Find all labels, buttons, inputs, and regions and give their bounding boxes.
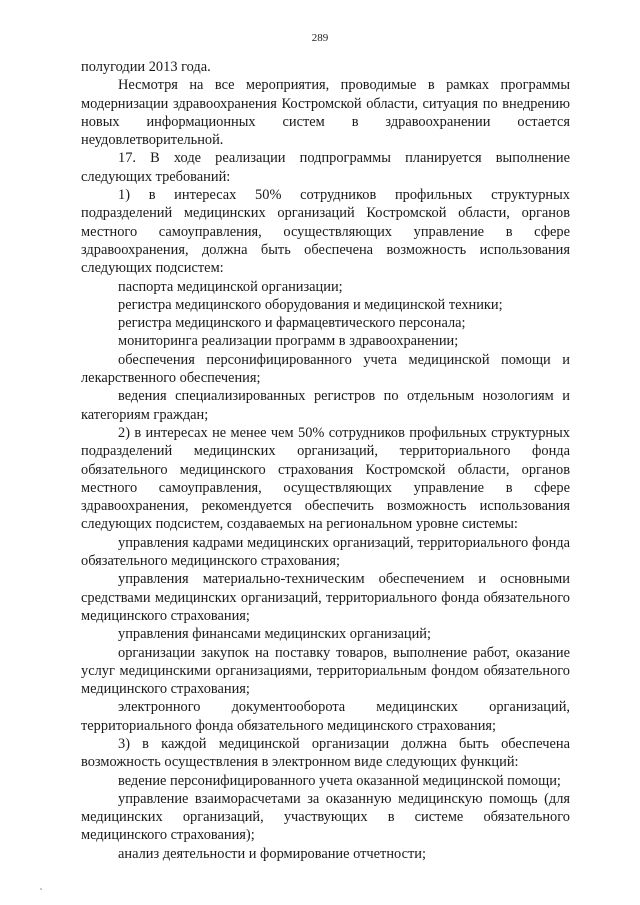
scan-speck	[40, 888, 42, 890]
body-text	[81, 58, 570, 863]
list-item: управление взаиморасчетами за оказанную медицинскую помощь (для медицинских организаций, участвующих в системе обязательного медицинского страхования);	[81, 790, 570, 844]
list-item: управления материально-техническим обеспечением и основными средствами медицинских организаций, территориального фонда обязательного медицинского страхования;	[81, 571, 570, 624]
list-item: электронного документооборота медицинских организаций, территориального фонда обязательного медицинского страхования;	[81, 699, 570, 734]
list-item: организации закупок на поставку товаров, выполнение работ, оказание услуг медицинскими организациями, территориальным фондом обязательного медицинского страхования;	[81, 644, 570, 698]
list-item: управления финансами медицинских организаций;	[118, 626, 432, 643]
page-number: 289	[311, 32, 329, 44]
list-item: анализ деятельности и формирование отчетности;	[118, 845, 426, 862]
list-item: ведения специализированных регистров по отдельным нозологиям и категориям граждан;	[81, 388, 570, 423]
list-item: 2) в интересах не менее чем 50% сотрудников профильных структурных подразделений медицинских организаций, территориального фонда обязательного медицинского страхования Костромской области, органов местного самоуправления, осуществляющих управление в сфере здравоохранения, рекомендуется обеспечить возможность использования следующих подсистем, создаваемых на региональном уровне системы:	[81, 424, 570, 533]
list-item: мониторинга реализации программ в здравоохранении;	[118, 333, 459, 350]
list-item: 3) в каждой медицинской организации должна быть обеспечена возможность осуществления в электронном виде следующих функций:	[81, 735, 570, 771]
paragraph: 17. В ходе реализации подпрограммы планируется выполнение следующих требований:	[81, 150, 570, 185]
list-item: управления кадрами медицинских организаций, территориального фонда обязательного медицинского страхования;	[81, 534, 570, 570]
paragraph: полугодии 2013 года.	[81, 59, 211, 75]
list-item: ведение персонифицированного учета оказанной медицинской помощи;	[118, 772, 561, 789]
list-item: обеспечения персонифицированного учета медицинской помощи и лекарственного обеспечения;	[81, 351, 570, 387]
list-item: 1) в интересах 50% сотрудников профильных структурных подразделений медицинских организаций Костромской области, органов местного самоуправления, осуществляющих управление в сфере здравоохранения, должна быть обеспечена возможность использования следующих подсистем:	[81, 187, 570, 277]
paragraph: Несмотря на все мероприятия, проводимые в рамках программы модернизации здравоохранения Костромской области, ситуация по внедрению новых информационных систем в здравоохранении остается неудовлетворительной.	[81, 77, 570, 149]
list-item: регистра медицинского и фармацевтического персонала;	[118, 315, 466, 332]
list-item: регистра медицинского оборудования и медицинской техники;	[118, 296, 503, 313]
list-item: паспорта медицинской организации;	[118, 278, 343, 295]
